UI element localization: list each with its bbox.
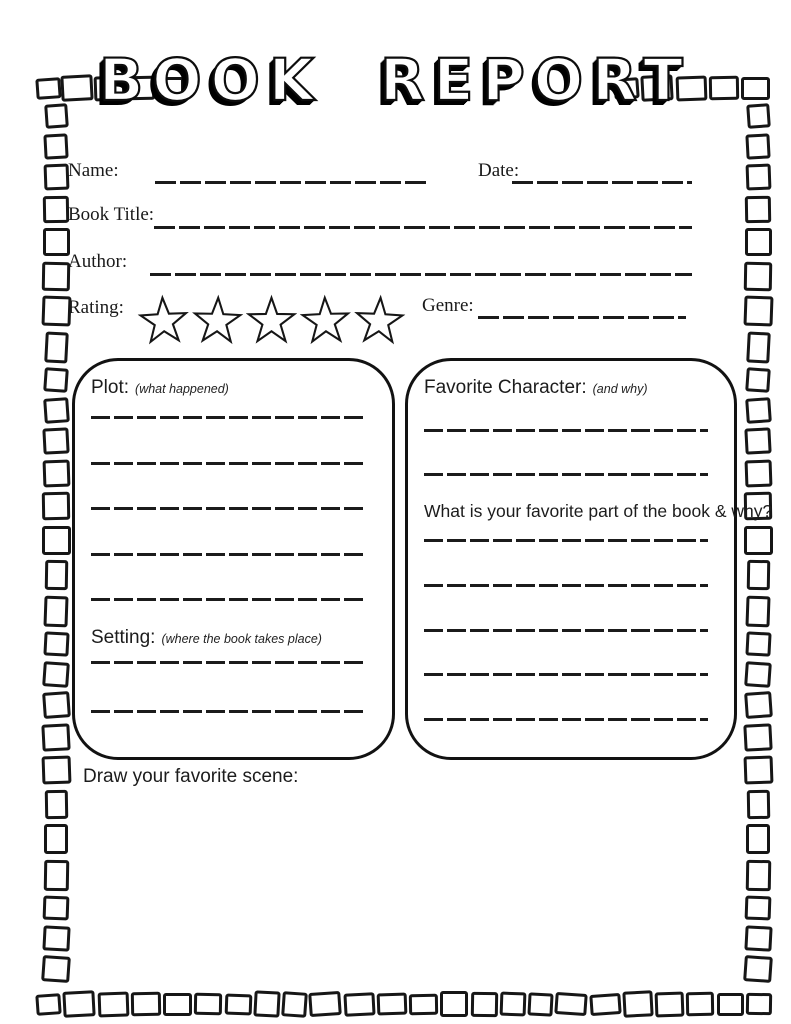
border-brick <box>743 756 773 785</box>
rating-stars[interactable] <box>138 291 405 346</box>
border-brick <box>43 228 70 256</box>
plot-hint: (what happened) <box>135 382 229 396</box>
favorite-character-label: Favorite Character: <box>424 377 587 398</box>
border-brick <box>745 397 772 424</box>
border-brick <box>743 296 773 327</box>
border-brick <box>44 789 68 818</box>
border-brick <box>43 896 70 921</box>
border-brick <box>97 991 129 1017</box>
author-label: Author: <box>68 251 128 272</box>
drawing-area[interactable] <box>72 800 737 980</box>
border-brick <box>746 789 770 818</box>
border-brick <box>499 992 526 1017</box>
border-brick <box>440 991 468 1017</box>
setting-label: Setting: <box>91 627 156 648</box>
border-brick <box>41 955 71 983</box>
border-brick <box>555 992 588 1016</box>
border-brick <box>41 723 70 751</box>
border-bottom <box>36 986 772 1022</box>
border-brick <box>655 991 685 1017</box>
favorite-character-header <box>424 377 648 399</box>
border-brick <box>717 993 744 1016</box>
border-brick <box>470 991 497 1016</box>
book-title-label: Book Title: <box>68 204 155 225</box>
border-brick <box>42 526 71 555</box>
plot-fill-line[interactable] <box>91 507 364 510</box>
border-brick <box>43 164 69 191</box>
border-brick <box>42 691 71 719</box>
favorite-part-question: What is your favorite part of the book & why? <box>424 501 773 521</box>
star-outline-icon[interactable] <box>137 290 191 348</box>
border-brick <box>43 133 68 159</box>
favorite-part-fill-line[interactable] <box>424 673 708 676</box>
border-brick <box>131 992 161 1017</box>
favorite-character-hint: (and why) <box>592 382 648 396</box>
favorite-part-fill-line[interactable] <box>424 584 708 587</box>
border-brick <box>743 955 773 983</box>
date-fill-line[interactable] <box>512 181 692 184</box>
border-brick <box>42 925 70 951</box>
border-brick <box>42 661 70 688</box>
border-brick <box>63 990 96 1018</box>
border-brick <box>43 631 69 656</box>
border-brick <box>743 723 772 751</box>
border-brick <box>746 824 770 854</box>
border-brick <box>43 859 69 890</box>
genre-fill-line[interactable] <box>478 316 686 319</box>
border-brick <box>744 427 771 454</box>
border-brick <box>41 756 71 785</box>
border-brick <box>41 296 71 327</box>
plot-header <box>91 377 229 399</box>
border-brick <box>253 990 280 1017</box>
favorite-part-lines[interactable] <box>424 539 708 721</box>
border-brick <box>744 261 773 290</box>
border-brick <box>376 992 407 1015</box>
border-brick <box>744 459 772 487</box>
border-brick <box>745 859 771 890</box>
border-brick <box>42 261 71 290</box>
border-brick <box>42 492 70 520</box>
border-brick <box>746 560 770 590</box>
border-brick <box>44 331 69 363</box>
border-brick <box>35 993 61 1016</box>
border-brick <box>745 367 771 393</box>
favorite-character-lines[interactable] <box>424 429 708 476</box>
border-brick <box>745 896 772 921</box>
border-brick <box>744 526 773 555</box>
border-brick <box>42 459 70 487</box>
page-title: BOOK REPORT <box>99 46 692 114</box>
border-brick <box>745 133 770 159</box>
border-right <box>740 104 776 982</box>
plot-fill-line[interactable] <box>91 416 364 419</box>
border-brick <box>43 397 70 424</box>
border-brick <box>409 993 438 1015</box>
favorite-character-fill-line[interactable] <box>424 429 708 432</box>
plot-setting-box <box>72 358 395 760</box>
border-brick <box>224 993 252 1015</box>
setting-fill-line[interactable] <box>91 661 364 664</box>
star-outline-icon[interactable] <box>353 290 407 348</box>
book-title-fill-line[interactable] <box>154 226 692 229</box>
author-fill-line[interactable] <box>150 273 692 276</box>
plot-label: Plot: <box>91 377 130 398</box>
border-brick <box>527 992 553 1016</box>
border-brick <box>43 595 68 627</box>
border-brick <box>43 195 69 222</box>
border-brick <box>42 427 69 454</box>
plot-fill-line[interactable] <box>91 553 364 556</box>
favorite-character-box <box>405 358 773 760</box>
border-brick <box>745 195 771 222</box>
plot-fill-line[interactable] <box>91 598 364 601</box>
name-label: Name: <box>68 160 119 181</box>
draw-scene-label: Draw your favorite scene: <box>83 766 299 787</box>
star-outline-icon[interactable] <box>299 290 352 347</box>
setting-fill-line[interactable] <box>91 710 364 713</box>
border-brick <box>43 367 69 393</box>
border-brick <box>281 991 308 1018</box>
border-brick <box>343 992 375 1017</box>
border-brick <box>744 925 772 951</box>
border-brick <box>744 691 773 719</box>
border-left <box>38 104 74 982</box>
border-brick <box>745 631 771 656</box>
plot-lines[interactable] <box>91 416 364 601</box>
setting-hint: (where the book takes place) <box>161 632 322 646</box>
border-brick <box>746 331 771 363</box>
star-outline-icon[interactable] <box>246 291 297 346</box>
favorite-part-fill-line[interactable] <box>424 718 708 721</box>
border-brick <box>589 992 621 1015</box>
border-brick <box>745 228 772 256</box>
setting-header <box>91 627 322 649</box>
border-brick <box>194 993 222 1015</box>
date-label: Date: <box>478 160 520 181</box>
setting-lines[interactable] <box>91 661 364 713</box>
border-brick <box>44 560 68 590</box>
favorite-part-fill-line[interactable] <box>424 629 708 632</box>
name-fill-line[interactable] <box>155 181 428 184</box>
favorite-character-fill-line[interactable] <box>424 473 708 476</box>
border-brick <box>744 661 772 688</box>
rating-label: Rating: <box>68 297 124 318</box>
star-outline-icon[interactable] <box>191 290 244 347</box>
border-brick <box>44 824 68 854</box>
border-brick <box>163 993 192 1016</box>
plot-fill-line[interactable] <box>91 462 364 465</box>
border-brick <box>745 595 770 627</box>
genre-label: Genre: <box>422 295 474 316</box>
border-brick <box>686 992 714 1016</box>
border-brick <box>308 991 342 1017</box>
border-brick <box>622 990 653 1018</box>
favorite-part-fill-line[interactable] <box>424 539 708 542</box>
border-brick <box>746 993 772 1015</box>
border-brick <box>745 164 771 191</box>
